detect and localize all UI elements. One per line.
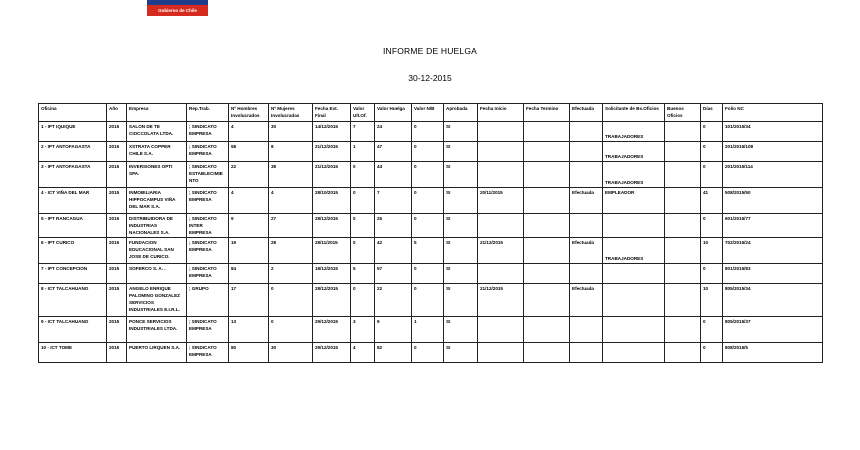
cell-buenos <box>665 264 701 284</box>
cell-hombres: 4 <box>229 122 269 142</box>
cell-inicio <box>478 317 524 343</box>
cell-fecha_ext: 28/12/2015 <box>313 284 351 317</box>
cell-anio: 2015 <box>107 317 127 343</box>
table-row <box>39 188 823 214</box>
table-row <box>39 142 823 162</box>
table-row <box>39 214 823 238</box>
cell-mujeres: 8 <box>269 142 313 162</box>
cell-termino <box>524 284 570 317</box>
cell-rep: ; SINDICATO EMPRESA <box>187 343 229 363</box>
cell-aprobada: SI <box>444 238 478 264</box>
cell-termino <box>524 238 570 264</box>
cell-buenos <box>665 122 701 142</box>
cell-folio: 805/2015/34 <box>723 284 823 317</box>
cell-huelga: 25 <box>375 214 412 238</box>
cell-termino <box>524 264 570 284</box>
cell-dias: 10 <box>701 284 723 317</box>
cell-huelga: 42 <box>375 238 412 264</box>
cell-efectuada <box>570 162 603 188</box>
column-header: Valor N/B <box>412 104 444 122</box>
cell-empresa: PUERTO LIRQUEN S.A. <box>127 343 187 363</box>
gobierno-logo <box>147 0 208 16</box>
logo-text: Gobierno de Chile <box>158 8 197 13</box>
cell-termino <box>524 317 570 343</box>
cell-fecha_ext: 29/12/2015 <box>313 317 351 343</box>
cell-oficina: 7 - IPT CONCEPCION <box>39 264 107 284</box>
cell-folio: 101/2015/34 <box>723 122 823 142</box>
cell-empresa: XSTRATA COPPER CHILE S.A. <box>127 142 187 162</box>
cell-ult_of: 0 <box>351 188 375 214</box>
cell-empresa: FUNDACION EDUCACIONAL SAN JOSE DE CURICO. <box>127 238 187 264</box>
cell-buenos <box>665 188 701 214</box>
cell-buenos <box>665 284 701 317</box>
cell-empresa: INMOBILIARIA HIPPOCAMPUS VIÑA DEL MAR S.A. <box>127 188 187 214</box>
cell-huelga: 7 <box>375 188 412 214</box>
column-header: Valor Ult.Of. <box>351 104 375 122</box>
cell-dias: 10 <box>701 238 723 264</box>
cell-solicitante <box>603 284 665 317</box>
cell-buenos <box>665 214 701 238</box>
cell-fecha_ext: 28/11/2015 <box>313 238 351 264</box>
cell-solicitante <box>603 317 665 343</box>
cell-oficina: 10 - ICT TOME <box>39 343 107 363</box>
cell-dias: 0 <box>701 162 723 188</box>
cell-oficina: 5 - IPT RANCAGUA <box>39 214 107 238</box>
column-header: Rep.Trab. <box>187 104 229 122</box>
table-row <box>39 317 823 343</box>
cell-anio: 2015 <box>107 188 127 214</box>
cell-ult_of: 1 <box>351 142 375 162</box>
cell-aprobada: SI <box>444 317 478 343</box>
cell-huelga: 22 <box>375 284 412 317</box>
table-row <box>39 238 823 264</box>
cell-oficina: 2 - IPT ANTOFAGASTA <box>39 142 107 162</box>
cell-aprobada: SI <box>444 122 478 142</box>
cell-solicitante: TRABAJADORES <box>603 238 665 264</box>
column-header: Fecha Termino <box>524 104 570 122</box>
column-header: Fecha Inicio <box>478 104 524 122</box>
cell-inicio <box>478 264 524 284</box>
cell-rep: ; SINDICATO EMPRESA <box>187 142 229 162</box>
cell-huelga: 57 <box>375 264 412 284</box>
cell-anio: 2015 <box>107 142 127 162</box>
column-header: Valor Huelga <box>375 104 412 122</box>
cell-rep: ; SINDICATO EMPRESA <box>187 122 229 142</box>
cell-rep: ; GRUPO <box>187 284 229 317</box>
column-header: Fecha Ext. Final <box>313 104 351 122</box>
cell-rep: ; SINDICATO EMPRESA <box>187 238 229 264</box>
cell-inicio <box>478 214 524 238</box>
cell-hombres: 80 <box>229 343 269 363</box>
cell-buenos <box>665 317 701 343</box>
cell-nb: 0 <box>412 142 444 162</box>
header-row <box>39 104 823 122</box>
cell-efectuada <box>570 122 603 142</box>
cell-rep: ; SINDICATO ESTABLECIMIENTO <box>187 162 229 188</box>
cell-empresa: INVERSIONES OPTI SPA. <box>127 162 187 188</box>
cell-aprobada: SI <box>444 142 478 162</box>
cell-inicio: 21/12/2015 <box>478 284 524 317</box>
column-header: Empresa <box>127 104 187 122</box>
cell-efectuada <box>570 343 603 363</box>
cell-hombres: 22 <box>229 162 269 188</box>
cell-efectuada: Efectuada <box>570 238 603 264</box>
report-title: INFORME DE HUELGA <box>382 46 478 56</box>
cell-nb: 0 <box>412 162 444 188</box>
column-header: Aprobada <box>444 104 478 122</box>
cell-huelga: 47 <box>375 142 412 162</box>
cell-huelga: 44 <box>375 162 412 188</box>
cell-hombres: 4 <box>229 188 269 214</box>
cell-huelga: 9 <box>375 317 412 343</box>
cell-oficina: 9 - ICT TALCAHUANO <box>39 317 107 343</box>
cell-dias: 0 <box>701 343 723 363</box>
cell-efectuada: Efectuada <box>570 284 603 317</box>
cell-oficina: 8 - ICT TALCAHUANO <box>39 284 107 317</box>
cell-fecha_ext: 18/12/2015 <box>313 264 351 284</box>
cell-ult_of: 0 <box>351 284 375 317</box>
cell-ult_of: 0 <box>351 214 375 238</box>
cell-aprobada: SI <box>444 214 478 238</box>
cell-nb: 0 <box>412 343 444 363</box>
cell-termino <box>524 343 570 363</box>
table-row <box>39 122 823 142</box>
cell-rep: ; SINDICATO EMPRESA <box>187 264 229 284</box>
cell-folio: 201/2015/108 <box>723 142 823 162</box>
cell-fecha_ext: 28/10/2015 <box>313 188 351 214</box>
cell-ult_of: 0 <box>351 238 375 264</box>
cell-termino <box>524 122 570 142</box>
cell-efectuada: Efectuada <box>570 188 603 214</box>
cell-mujeres: 2 <box>269 264 313 284</box>
cell-empresa: SOFERCO S. A. . <box>127 264 187 284</box>
cell-mujeres: 27 <box>269 214 313 238</box>
cell-dias: 0 <box>701 142 723 162</box>
cell-fecha_ext: 29/12/2015 <box>313 343 351 363</box>
cell-efectuada <box>570 142 603 162</box>
cell-anio: 2015 <box>107 122 127 142</box>
cell-fecha_ext: 21/12/2015 <box>313 162 351 188</box>
cell-termino <box>524 214 570 238</box>
cell-ult_of: 3 <box>351 317 375 343</box>
cell-empresa: DISTRIBUIDORA DE INDUSTRIAS NACIONALES S.A. <box>127 214 187 238</box>
cell-ult_of: 5 <box>351 264 375 284</box>
cell-ult_of: 7 <box>351 122 375 142</box>
logo-red-band <box>147 5 208 16</box>
cell-mujeres: 0 <box>269 284 313 317</box>
cell-termino <box>524 162 570 188</box>
cell-termino <box>524 142 570 162</box>
column-header: Folio NC <box>723 104 823 122</box>
cell-efectuada <box>570 264 603 284</box>
cell-dias: 0 <box>701 214 723 238</box>
cell-oficina: 4 - ICT VIÑA DEL MAR <box>39 188 107 214</box>
column-header: Oficina <box>39 104 107 122</box>
cell-inicio: 20/11/2015 <box>478 188 524 214</box>
cell-mujeres: 38 <box>269 162 313 188</box>
cell-rep: ; SINDICATO EMPRESA <box>187 188 229 214</box>
cell-hombres: 13 <box>229 317 269 343</box>
table-row <box>39 343 823 363</box>
column-header: Año <box>107 104 127 122</box>
cell-dias: 0 <box>701 317 723 343</box>
cell-folio: 805/2015/37 <box>723 317 823 343</box>
cell-anio: 2015 <box>107 264 127 284</box>
cell-efectuada <box>570 317 603 343</box>
cell-fecha_ext: 14/12/2015 <box>313 122 351 142</box>
cell-hombres: 58 <box>229 142 269 162</box>
cell-inicio <box>478 162 524 188</box>
cell-buenos <box>665 343 701 363</box>
cell-nb: 5 <box>412 238 444 264</box>
cell-solicitante: TRABAJADORES <box>603 142 665 162</box>
cell-hombres: 17 <box>229 284 269 317</box>
cell-folio: 508/2015/50 <box>723 188 823 214</box>
column-header: Efectuada <box>570 104 603 122</box>
cell-empresa: ANGELO ENRIQUE PALOMINO GONZALEZ SERVICIOS INDUSTRIALES E.I.R.L. <box>127 284 187 317</box>
cell-fecha_ext: 21/12/2015 <box>313 142 351 162</box>
cell-hombres: 84 <box>229 264 269 284</box>
table-row <box>39 284 823 317</box>
table-row <box>39 264 823 284</box>
cell-mujeres: 28 <box>269 238 313 264</box>
cell-aprobada: SI <box>444 284 478 317</box>
cell-rep: ; SINDICATO EMPRESA <box>187 317 229 343</box>
cell-folio: 702/2015/24 <box>723 238 823 264</box>
strike-report-table <box>38 103 823 363</box>
cell-nb: 1 <box>412 317 444 343</box>
cell-inicio <box>478 343 524 363</box>
table-body <box>39 122 823 363</box>
cell-hombres: 19 <box>229 238 269 264</box>
cell-folio: 201/2015/114 <box>723 162 823 188</box>
cell-solicitante <box>603 343 665 363</box>
cell-mujeres: 30 <box>269 343 313 363</box>
cell-aprobada: SI <box>444 343 478 363</box>
cell-nb: 0 <box>412 264 444 284</box>
cell-anio: 2015 <box>107 238 127 264</box>
table-header <box>39 104 823 122</box>
cell-mujeres: 30 <box>269 122 313 142</box>
cell-buenos <box>665 238 701 264</box>
cell-folio: 801/2015/83 <box>723 264 823 284</box>
cell-solicitante <box>603 264 665 284</box>
table-row <box>39 162 823 188</box>
cell-folio: 601/2015/77 <box>723 214 823 238</box>
cell-buenos <box>665 142 701 162</box>
cell-oficina: 3 - IPT ANTOFAGASTA <box>39 162 107 188</box>
cell-termino <box>524 188 570 214</box>
report-date: 30-12-2015 <box>408 73 452 83</box>
cell-mujeres: 0 <box>269 317 313 343</box>
cell-oficina: 1 - IPT IQUIQUE <box>39 122 107 142</box>
cell-inicio <box>478 122 524 142</box>
cell-huelga: 82 <box>375 343 412 363</box>
cell-dias: 0 <box>701 122 723 142</box>
cell-huelga: 24 <box>375 122 412 142</box>
cell-nb: 0 <box>412 122 444 142</box>
cell-mujeres: 4 <box>269 188 313 214</box>
cell-solicitante <box>603 214 665 238</box>
cell-oficina: 6 - IPT CURICO <box>39 238 107 264</box>
cell-aprobada: SI <box>444 188 478 214</box>
cell-solicitante: TRABAJADORES <box>603 122 665 142</box>
cell-solicitante: TRABAJADORES <box>603 162 665 188</box>
cell-buenos <box>665 162 701 188</box>
cell-nb: 0 <box>412 214 444 238</box>
cell-rep: ; SINDICATO INTER EMPRESA <box>187 214 229 238</box>
cell-anio: 2015 <box>107 343 127 363</box>
cell-aprobada: SI <box>444 162 478 188</box>
cell-ult_of: 0 <box>351 162 375 188</box>
cell-solicitante: EMPLEADOR <box>603 188 665 214</box>
cell-nb: 0 <box>412 284 444 317</box>
cell-folio: 808/2015/5 <box>723 343 823 363</box>
column-header: Días <box>701 104 723 122</box>
column-header: Nº Hombres Involucrados <box>229 104 269 122</box>
cell-empresa: PONCE SERVICIOS INDUSTRIALES LTDA. <box>127 317 187 343</box>
cell-fecha_ext: 28/12/2015 <box>313 214 351 238</box>
cell-inicio <box>478 142 524 162</box>
cell-efectuada <box>570 214 603 238</box>
column-header: Nº Mujeres Involucradas <box>269 104 313 122</box>
column-header: Buenos Oficios <box>665 104 701 122</box>
cell-anio: 2015 <box>107 284 127 317</box>
cell-inicio: 21/12/2015 <box>478 238 524 264</box>
cell-dias: 0 <box>701 264 723 284</box>
cell-ult_of: 4 <box>351 343 375 363</box>
cell-dias: 41 <box>701 188 723 214</box>
cell-aprobada: SI <box>444 264 478 284</box>
cell-empresa: SALON DE TE CIOCCOLATA LTDA. <box>127 122 187 142</box>
cell-anio: 2015 <box>107 162 127 188</box>
cell-anio: 2015 <box>107 214 127 238</box>
cell-nb: 0 <box>412 188 444 214</box>
cell-hombres: 9 <box>229 214 269 238</box>
column-header: Solicitante de Bs.Oficios <box>603 104 665 122</box>
